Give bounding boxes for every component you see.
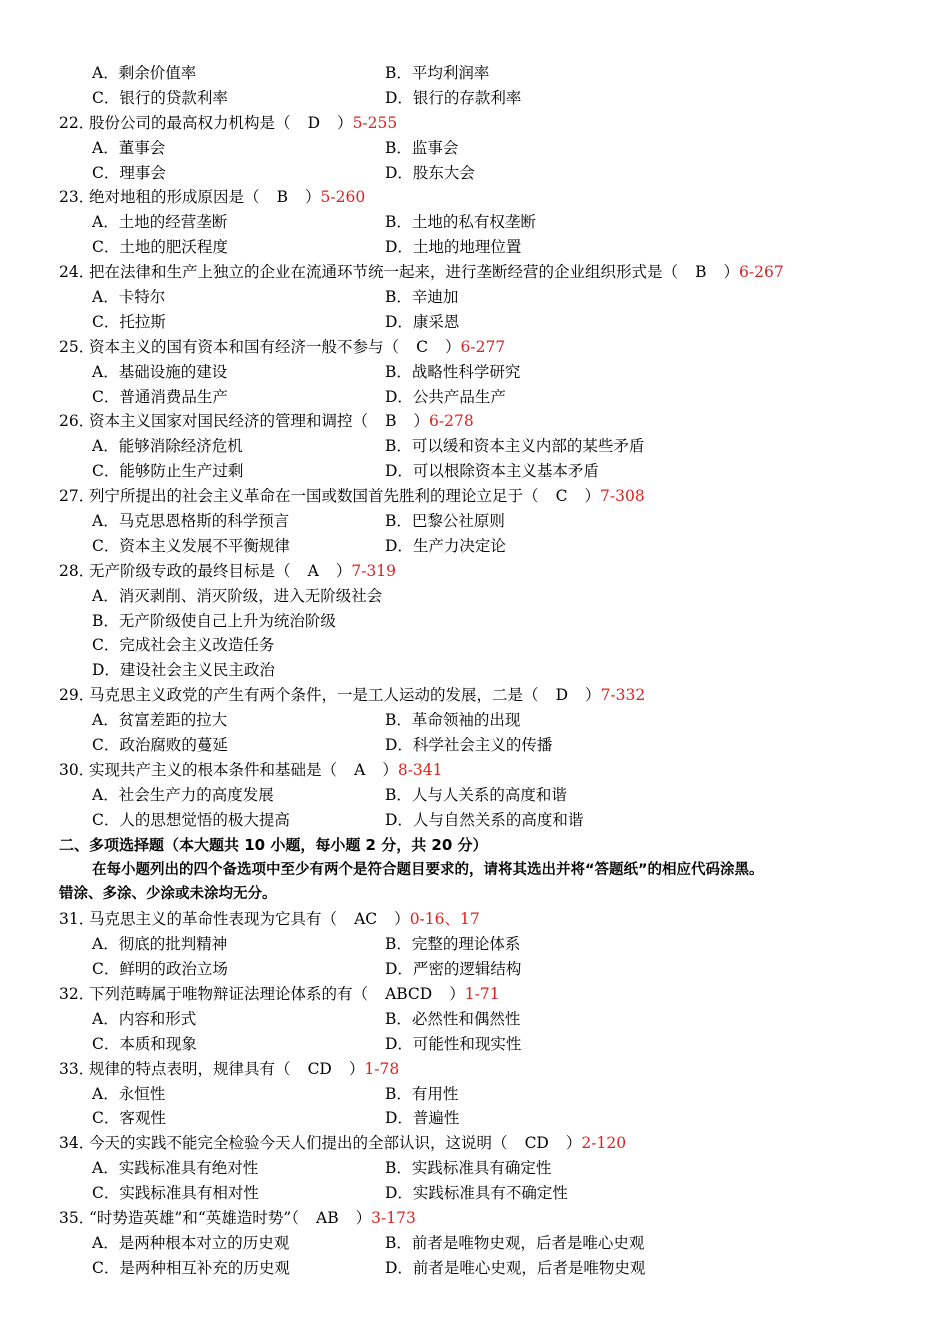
option-right: D．生产力决定论 — [385, 536, 506, 555]
option-row — [0, 932, 950, 957]
question-stem: 股份公司的最高权力机构是（ — [89, 113, 291, 132]
option-left: A．董事会 — [92, 138, 166, 157]
option-left: A．基础设施的建设 — [92, 362, 228, 381]
page-reference: 0-16、17 — [409, 910, 480, 929]
option-row — [0, 1082, 950, 1107]
question-number: 29． — [59, 686, 95, 705]
section-heading: 二、多项选择题（本大题共 10 小题，每小题 2 分，共 20 分） — [59, 835, 488, 854]
question-text — [89, 335, 505, 360]
question — [0, 111, 950, 136]
option: A．消灭剥削、消灭阶级，进入无阶级社会 — [92, 586, 383, 605]
question-number: 26． — [59, 412, 95, 431]
option-right: B．可以缓和资本主义内部的某些矛盾 — [385, 437, 645, 456]
question-bracket-close: ） — [444, 337, 461, 356]
question-text — [89, 683, 645, 708]
page-reference: 6-277 — [460, 337, 506, 356]
question — [0, 758, 950, 783]
instruction-text: 在每小题列出的四个备选项中至少有两个是符合题目要求的，请将其选出并将“答题纸”的相应代码涂黑。 — [92, 861, 764, 878]
option-row — [0, 61, 950, 86]
option-row — [0, 708, 950, 733]
option-right: D．普遍性 — [385, 1109, 460, 1128]
question-stem: 把在法律和生产上独立的企业在流通环节统一起来，进行垄断经营的企业组织形式是（ — [89, 263, 679, 282]
option-row — [0, 434, 950, 459]
answer-key: CD — [307, 1059, 332, 1078]
option-right: D．股东大会 — [385, 163, 475, 182]
question-bracket-close: ） — [382, 760, 398, 779]
option-right: D．公共产品生产 — [385, 387, 506, 406]
option-left: A．卡特尔 — [92, 288, 166, 307]
option-right: B．必然性和偶然性 — [385, 1009, 521, 1028]
page-reference: 3-173 — [371, 1208, 416, 1227]
question — [0, 1206, 950, 1231]
answer-key: B — [385, 412, 397, 431]
option-row — [0, 658, 950, 683]
question — [0, 683, 950, 708]
answer-key: CD — [524, 1134, 549, 1153]
question-number: 25． — [59, 337, 95, 356]
question-bracket-close: ） — [449, 984, 465, 1003]
question-bracket-close: ） — [584, 487, 600, 506]
question — [0, 1131, 950, 1156]
option-right: B．平均利润率 — [385, 64, 490, 82]
question-text — [89, 758, 443, 783]
question-stem: 下列范畴属于唯物辩证法理论体系的有（ — [89, 984, 369, 1003]
option-left: C．鲜明的政治立场 — [92, 960, 228, 979]
option-left: A．实践标准具有绝对性 — [92, 1159, 259, 1178]
option-right: B．监事会 — [385, 138, 459, 157]
option-left: C．是两种相互补充的历史观 — [92, 1258, 290, 1277]
question-stem: 今天的实践不能完全检验今天人们提出的全部认识，这说明（ — [89, 1134, 508, 1153]
option-right: D．实践标准具有不确定性 — [385, 1184, 568, 1203]
option-row — [0, 1256, 950, 1281]
question-bracket-close: ） — [355, 1208, 372, 1227]
option-row — [0, 1007, 950, 1032]
question-number: 33． — [59, 1059, 95, 1078]
answer-key: ABCD — [385, 984, 433, 1003]
question-number: 35． — [59, 1208, 95, 1227]
option-row — [0, 609, 950, 634]
option-row — [0, 783, 950, 808]
instruction-row — [0, 882, 950, 907]
option-right: B．辛迪加 — [385, 288, 459, 307]
question-stem: 马克思主义的革命性表现为它具有（ — [89, 910, 338, 929]
question — [0, 260, 950, 285]
question-stem: 无产阶级专政的最终目标是（ — [89, 561, 291, 580]
option: B．无产阶级使自己上升为统治阶级 — [92, 611, 336, 630]
option-left: A．能够消除经济危机 — [92, 437, 243, 456]
option-left: A．是两种根本对立的历史观 — [92, 1233, 290, 1252]
page-reference: 7-332 — [600, 686, 646, 705]
option-row — [0, 584, 950, 609]
answer-key: C — [555, 487, 568, 506]
option-right: B．巴黎公社原则 — [385, 512, 505, 531]
question-text — [89, 1206, 416, 1231]
option-right: B．战略性科学研究 — [385, 362, 521, 381]
question-number: 28． — [59, 561, 95, 580]
option-left: A．贫富差距的拉大 — [92, 711, 228, 730]
option-row — [0, 1181, 950, 1206]
answer-key: A — [354, 760, 366, 779]
option-left: C．能够防止生产过剩 — [92, 462, 244, 481]
question-stem: 绝对地租的形成原因是（ — [89, 188, 260, 207]
option-right: D．康采恩 — [385, 312, 460, 331]
option-left: A．土地的经营垄断 — [92, 213, 228, 232]
option-row — [0, 1231, 950, 1256]
option-row — [0, 136, 950, 161]
option-row — [0, 509, 950, 534]
page-reference: 5-260 — [320, 188, 366, 207]
option-left: C．理事会 — [92, 163, 166, 182]
option-left: C．本质和现象 — [92, 1034, 197, 1053]
option-left: C．资本主义发展不平衡规律 — [92, 536, 290, 555]
option-left: C．银行的贷款利率 — [92, 88, 228, 107]
answer-key: B — [695, 263, 707, 282]
page-reference: 7-319 — [351, 561, 397, 580]
option-row — [0, 161, 950, 186]
page-reference: 6-267 — [739, 263, 784, 282]
section-heading-row — [0, 833, 950, 858]
option: D．建设社会主义民主政治 — [92, 661, 275, 680]
page-reference: 8-341 — [397, 760, 443, 779]
question-bracket-close: ） — [348, 1059, 365, 1078]
question-text — [89, 907, 480, 932]
option-right: D．人与自然关系的高度和谐 — [385, 810, 584, 829]
option-row — [0, 1156, 950, 1181]
option-row — [0, 1106, 950, 1131]
option-left: A．剩余价值率 — [92, 64, 197, 82]
question-text — [89, 484, 645, 509]
question-text — [89, 260, 784, 285]
option-right: D．可能性和现实性 — [385, 1034, 522, 1053]
question — [0, 185, 950, 210]
option-row — [0, 957, 950, 982]
question-number: 34． — [59, 1134, 95, 1153]
option-left: A．内容和形式 — [92, 1009, 197, 1028]
question — [0, 907, 950, 932]
page-reference: 7-308 — [600, 487, 645, 506]
option-right: B．人与人关系的高度和谐 — [385, 785, 567, 804]
question-bracket-close: ） — [335, 561, 352, 580]
question-bracket-close: ） — [413, 412, 430, 431]
option-row — [0, 86, 950, 111]
option-row — [0, 459, 950, 484]
question-bracket-close: ） — [394, 910, 410, 929]
option-right: D．银行的存款利率 — [385, 88, 522, 107]
option-row — [0, 633, 950, 658]
option-left: A．社会生产力的高度发展 — [92, 785, 274, 804]
option-left: C．政治腐败的蔓延 — [92, 736, 228, 755]
question-number: 24． — [59, 263, 95, 282]
question-bracket-close: ） — [565, 1134, 582, 1153]
option-right: B．革命领袖的出现 — [385, 711, 521, 730]
page-reference: 6-278 — [429, 412, 474, 431]
question — [0, 409, 950, 434]
question-text — [89, 559, 396, 584]
option-row — [0, 808, 950, 833]
question-bracket-close: ） — [337, 113, 353, 132]
option-row — [0, 733, 950, 758]
option-row — [0, 1032, 950, 1057]
option-row — [0, 385, 950, 410]
question — [0, 484, 950, 509]
answer-key: D — [307, 113, 320, 132]
question-number: 30． — [59, 760, 95, 779]
question-stem: 实现共产主义的根本条件和基础是（ — [89, 760, 338, 779]
option-left: A．永恒性 — [92, 1084, 166, 1103]
question — [0, 559, 950, 584]
question — [0, 982, 950, 1007]
question-text — [89, 409, 474, 434]
question-number: 27． — [59, 487, 95, 506]
option-row — [0, 285, 950, 310]
page-reference: 2-120 — [581, 1134, 627, 1153]
question-number: 23． — [59, 188, 95, 207]
option-row — [0, 360, 950, 385]
question-number: 32． — [59, 984, 95, 1003]
option-right: B．土地的私有权垄断 — [385, 213, 536, 232]
option-right: D．科学社会主义的传播 — [385, 736, 553, 755]
answer-key: AB — [316, 1208, 339, 1227]
page-reference: 5-255 — [352, 113, 398, 132]
option-row — [0, 210, 950, 235]
question-bracket-close: ） — [585, 686, 601, 705]
answer-key: D — [555, 686, 568, 705]
option-row — [0, 534, 950, 559]
option-right: B．实践标准具有确定性 — [385, 1159, 552, 1178]
question-stem: 规律的特点表明，规律具有（ — [89, 1059, 291, 1078]
option-row — [0, 310, 950, 335]
instruction-row — [0, 858, 950, 883]
instruction-text: 错涂、多涂、少涂或未涂均无分。 — [59, 886, 277, 903]
question-text — [89, 1131, 626, 1156]
option-left: C．人的思想觉悟的极大提高 — [92, 810, 290, 829]
option-right: B．前者是唯物史观，后者是唯心史观 — [385, 1233, 645, 1252]
option-left: C．实践标准具有相对性 — [92, 1184, 259, 1203]
question-stem: 马克思主义政党的产生有两个条件，一是工人运动的发展，二是（ — [89, 686, 539, 705]
option-right: B．有用性 — [385, 1084, 459, 1103]
question — [0, 335, 950, 360]
option-left: C．普通消费品生产 — [92, 387, 228, 406]
question — [0, 1057, 950, 1082]
answer-key: AC — [354, 910, 378, 929]
option-row — [0, 235, 950, 260]
answer-key: C — [416, 337, 428, 356]
question-bracket-close: ） — [723, 263, 740, 282]
question-bracket-close: ） — [305, 188, 321, 207]
option-left: C．土地的肥沃程度 — [92, 238, 228, 257]
exam-page — [0, 61, 950, 1281]
question-text — [89, 1057, 399, 1082]
option-left: C．托拉斯 — [92, 312, 166, 331]
option: C．完成社会主义改造任务 — [92, 636, 275, 655]
option-left: A．马克思恩格斯的科学预言 — [92, 512, 290, 531]
answer-key: B — [276, 188, 288, 207]
option-left: C．客观性 — [92, 1109, 166, 1128]
page-reference: 1-78 — [364, 1059, 400, 1078]
option-right: D．可以根除资本主义基本矛盾 — [385, 462, 599, 481]
option-right: B．完整的理论体系 — [385, 935, 521, 954]
option-right: D．土地的地理位置 — [385, 238, 522, 257]
question-stem: 列宁所提出的社会主义革命在一国或数国首先胜利的理论立足于（ — [89, 487, 539, 506]
question-stem: 资本主义国家对国民经济的管理和调控（ — [89, 412, 369, 431]
option-left: A．彻底的批判精神 — [92, 935, 228, 954]
question-number: 22． — [59, 113, 95, 132]
question-text — [89, 111, 397, 136]
question-stem: “时势造英雄”和“英雄造时势”（ — [89, 1208, 299, 1227]
question-text — [89, 185, 365, 210]
question-number: 31． — [59, 910, 95, 929]
option-right: D．严密的逻辑结构 — [385, 960, 522, 979]
page-reference: 1-71 — [464, 984, 500, 1003]
question-stem: 资本主义的国有资本和国有经济一般不参与（ — [89, 337, 400, 356]
answer-key: A — [307, 561, 319, 580]
question-text — [89, 982, 500, 1007]
option-right: D．前者是唯心史观，后者是唯物史观 — [385, 1258, 646, 1277]
